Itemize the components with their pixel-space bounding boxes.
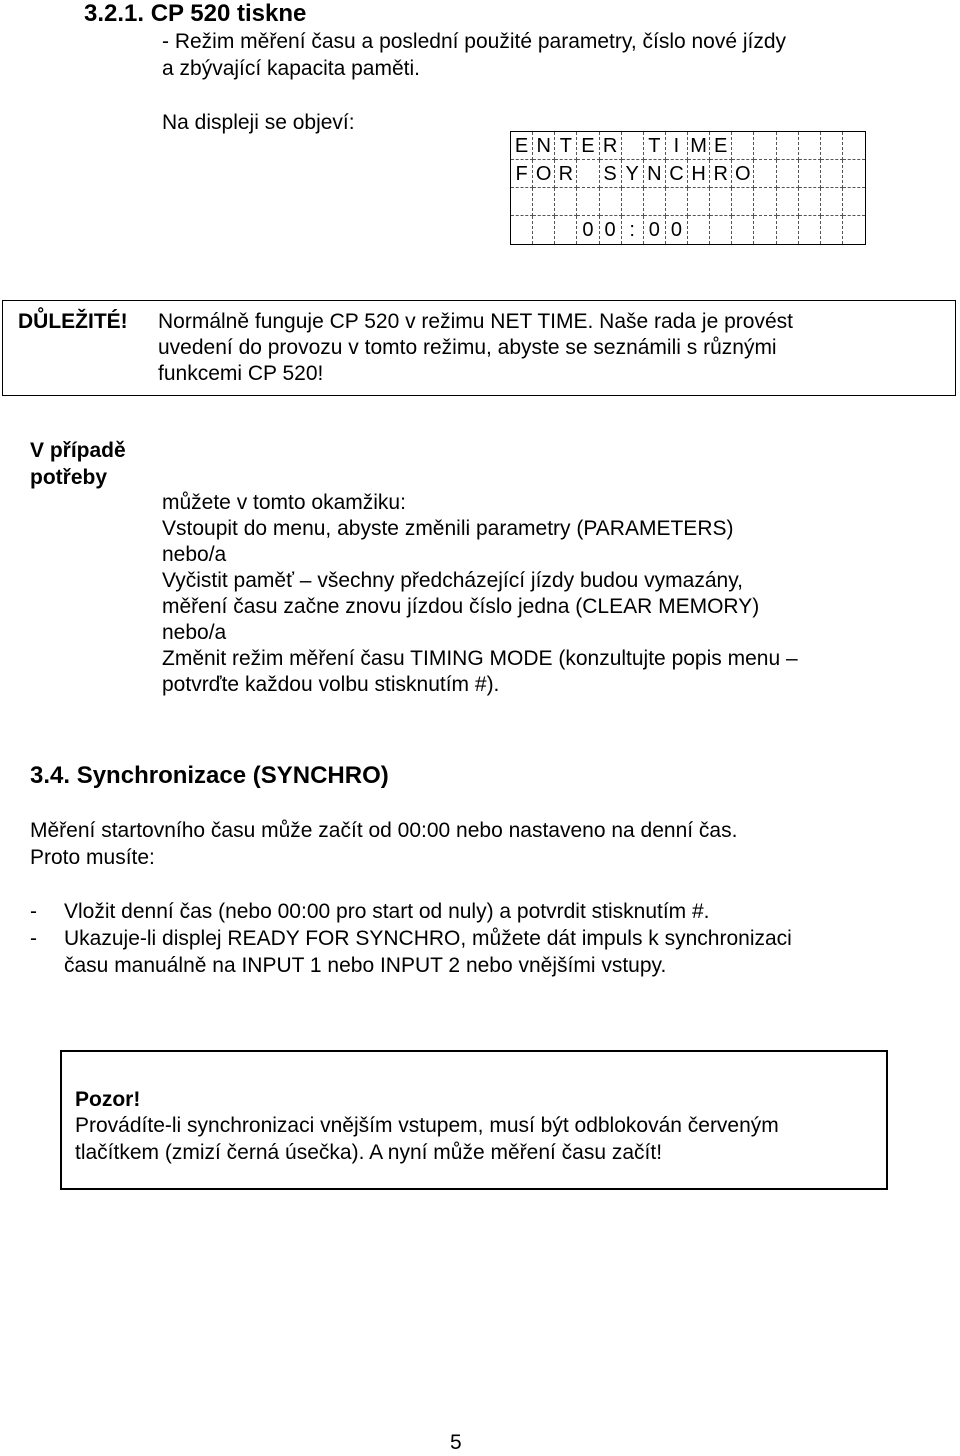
case-line: nebo/a [162, 543, 227, 566]
list-item [30, 926, 930, 978]
lcd-cell [777, 132, 799, 160]
lcd-cell: 0 [644, 216, 666, 244]
bullet-dash: - [30, 900, 37, 923]
section-desc-line2: a zbývající kapacita paměti. [162, 57, 420, 80]
lcd-cell: N [533, 132, 555, 160]
case-label-line2: potřeby [30, 466, 108, 489]
lcd-cell [577, 160, 599, 188]
lcd-cell [843, 132, 865, 160]
lcd-cell: 0 [577, 216, 599, 244]
case-line: Vstoupit do menu, abyste změnili parametry (PARAMETERS) [162, 517, 734, 540]
case-line: měření času začne znovu jízdou číslo jedna (CLEAR MEMORY) [162, 595, 760, 618]
lcd-cell [754, 188, 776, 216]
lcd-cell [511, 188, 533, 216]
lcd-cell [688, 216, 710, 244]
page-number: 5 [450, 1431, 462, 1454]
lcd-cell [732, 132, 754, 160]
lcd-cell [821, 132, 843, 160]
bullet-text-line1: Vložit denní čas (nebo 00:00 pro start od nuly) a potvrdit stisknutím #. [64, 900, 710, 923]
lcd-cell [821, 160, 843, 188]
warning-title: Pozor! [75, 1088, 141, 1111]
lcd-cell [533, 188, 555, 216]
lcd-cell: S [600, 160, 622, 188]
lcd-cell [622, 188, 644, 216]
lcd-cell [710, 216, 732, 244]
lcd-cell: 0 [666, 216, 688, 244]
lcd-cell: : [622, 216, 644, 244]
lcd-cell: E [511, 132, 533, 160]
lcd-cell: M [688, 132, 710, 160]
lcd-cell: T [644, 132, 666, 160]
lcd-cell [799, 188, 821, 216]
lcd-cell: O [533, 160, 555, 188]
lcd-cell [666, 188, 688, 216]
lcd-cell [843, 188, 865, 216]
section-desc-line1: - Režim měření času a poslední použité parametry, číslo nové jízdy [162, 30, 787, 53]
lcd-cell: O [732, 160, 754, 188]
notice-line3: funkcemi CP 520! [158, 362, 324, 385]
lcd-display [510, 131, 866, 245]
lcd-cell [644, 188, 666, 216]
lcd-cell [533, 216, 555, 244]
warning-line1: Provádíte-li synchronizaci vnějším vstupem, musí být odblokován červeným [75, 1114, 779, 1137]
synchro-p1-line2: Proto musíte: [30, 846, 155, 869]
list-item [30, 899, 930, 925]
case-line: Vyčistit paměť – všechny předcházející jízdy budou vymazány, [162, 569, 743, 592]
section-title: CP 520 tiskne [150, 0, 307, 27]
display-intro: Na displeji se objeví: [162, 111, 355, 134]
lcd-cell: N [644, 160, 666, 188]
lcd-cell [555, 188, 577, 216]
lcd-cell: C [666, 160, 688, 188]
lcd-cell [754, 132, 776, 160]
lcd-cell: 0 [600, 216, 622, 244]
lcd-cell: E [710, 132, 732, 160]
section-number: 3.2.1. [84, 0, 145, 27]
lcd-cell: R [555, 160, 577, 188]
lcd-cell [754, 216, 776, 244]
lcd-cell: R [710, 160, 732, 188]
lcd-cell [622, 132, 644, 160]
lcd-cell: R [600, 132, 622, 160]
lcd-cell [821, 216, 843, 244]
case-line: můžete v tomto okamžiku: [162, 491, 406, 514]
lcd-cell [843, 160, 865, 188]
important-label: DŮLEŽITÉ! [18, 310, 128, 333]
lcd-cell [799, 216, 821, 244]
case-option-list [162, 490, 798, 698]
lcd-cell [777, 216, 799, 244]
case-label-line1: V případě [30, 439, 126, 462]
lcd-cell [754, 160, 776, 188]
lcd-cell [577, 188, 599, 216]
lcd-cell [688, 188, 710, 216]
bullet-dash: - [30, 927, 37, 950]
case-line: nebo/a [162, 621, 227, 644]
lcd-cell [710, 188, 732, 216]
case-line: Změnit režim měření času TIMING MODE (konzultujte popis menu – [162, 647, 798, 670]
section-heading [84, 0, 306, 28]
synchro-p1-line1: Měření startovního času může začít od 00:00 nebo nastaveno na denní čas. [30, 819, 738, 842]
notice-line1: Normálně funguje CP 520 v režimu NET TIME. Naše rada je provést [158, 310, 793, 333]
lcd-cell [732, 216, 754, 244]
synchro-heading: 3.4. Synchronizace (SYNCHRO) [30, 762, 389, 789]
lcd-cell: T [555, 132, 577, 160]
lcd-cell [777, 160, 799, 188]
lcd-cell [555, 216, 577, 244]
lcd-cell: E [577, 132, 599, 160]
notice-line2: uvedení do provozu v tomto režimu, abyste se seznámili s různými [158, 336, 777, 359]
lcd-cell: F [511, 160, 533, 188]
lcd-cell: I [666, 132, 688, 160]
lcd-cell: H [688, 160, 710, 188]
lcd-cell [732, 188, 754, 216]
warning-line2: tlačítkem (zmizí černá úsečka). A nyní může měření času začít! [75, 1141, 663, 1164]
lcd-cell [600, 188, 622, 216]
lcd-cell: Y [622, 160, 644, 188]
case-line: potvrďte každou volbu stisknutím #). [162, 673, 500, 696]
lcd-cell [511, 216, 533, 244]
lcd-cell [799, 160, 821, 188]
bullet-text-line1: Ukazuje-li displej READY FOR SYNCHRO, můžete dát impuls k synchronizaci [64, 927, 792, 950]
bullet-text-line2: času manuálně na INPUT 1 nebo INPUT 2 nebo vnějšími vstupy. [64, 954, 667, 977]
lcd-cell [799, 132, 821, 160]
lcd-cell [843, 216, 865, 244]
lcd-cell [821, 188, 843, 216]
lcd-cell [777, 188, 799, 216]
